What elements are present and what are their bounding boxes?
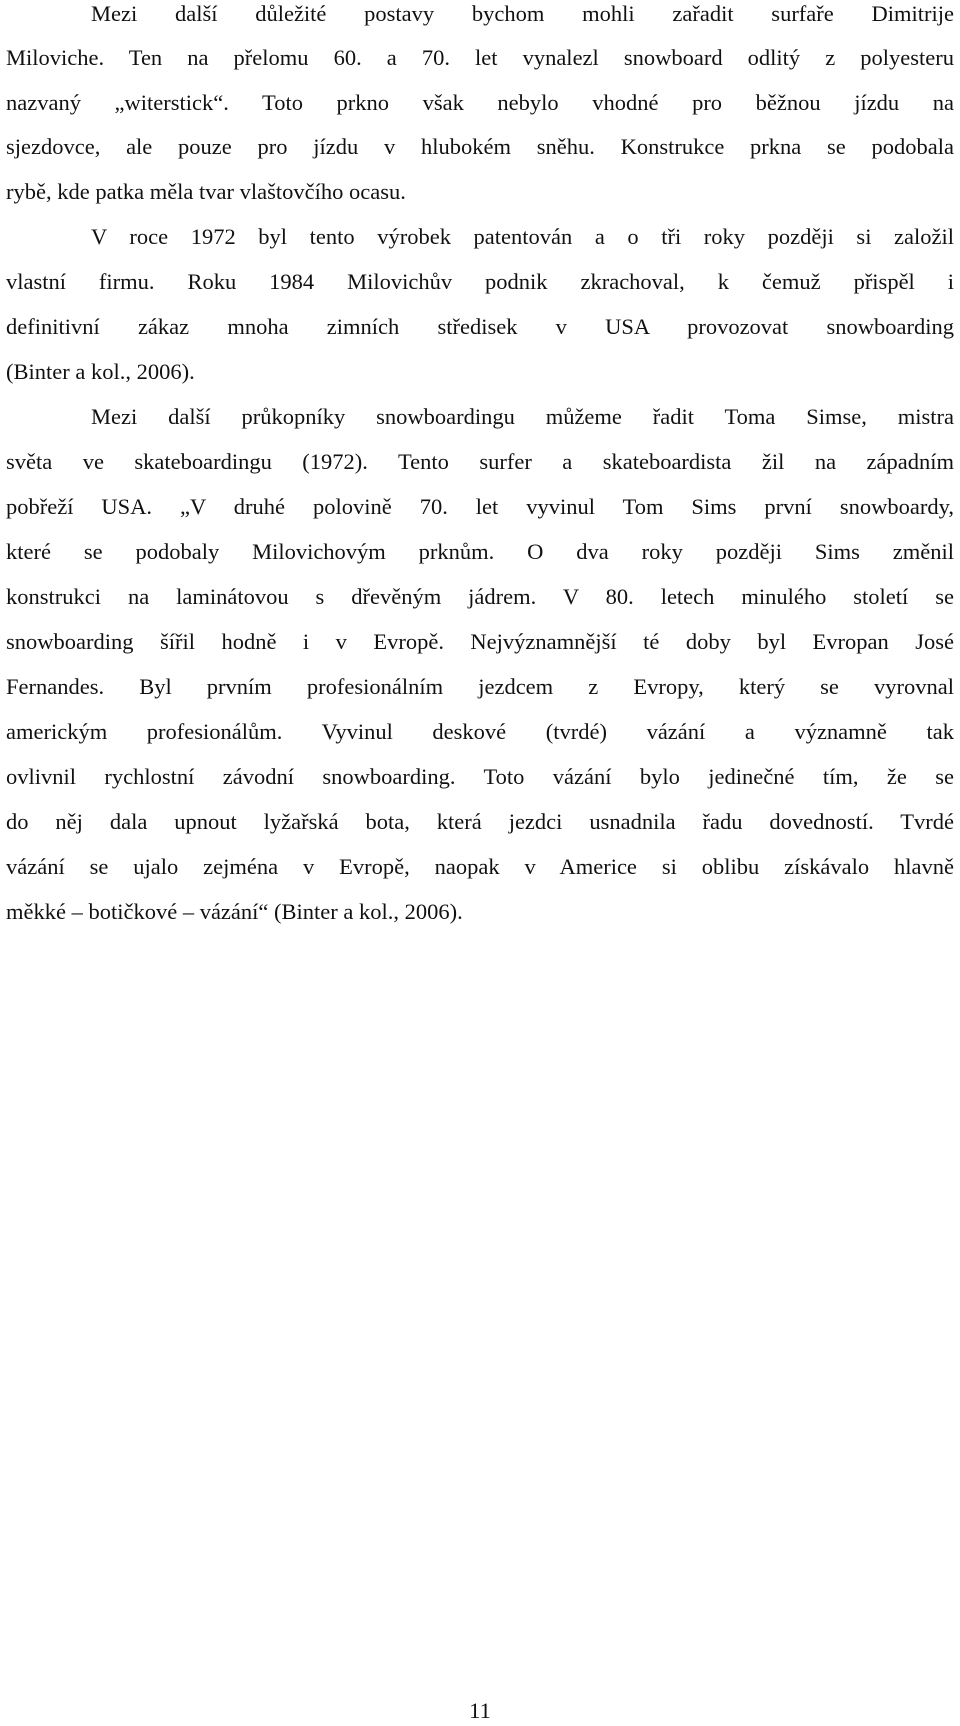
text-line: vázání se ujalo zejména v Evropě, naopak v Americe si oblibu získávalo hlavně (6, 854, 954, 879)
text-line: rybě, kde patka měla tvar vlaštovčího ocasu. (6, 179, 406, 204)
text-line: Fernandes. Byl prvním profesionálním jezdcem z Evropy, který se vyrovnal (6, 674, 954, 699)
text-line: sjezdovce, ale pouze pro jízdu v hlubokém sněhu. Konstrukce prkna se podobala (6, 134, 954, 159)
text-line: (Binter a kol., 2006). (6, 359, 195, 384)
text-line: konstrukci na laminátovou s dřevěným jádrem. V 80. letech minulého století se (6, 584, 954, 609)
text-line: do něj dala upnout lyžařská bota, která jezdci usnadnila řadu dovedností. Tvrdé (6, 809, 954, 834)
text-line: Mezi další průkopníky snowboardingu můžeme řadit Toma Simse, mistra (91, 404, 954, 429)
text-line: pobřeží USA. „V druhé polovině 70. let vyvinul Tom Sims první snowboardy, (6, 494, 954, 519)
text-line: nazvaný „witerstick“. Toto prkno však nebylo vhodné pro běžnou jízdu na (6, 90, 954, 115)
text-line: světa ve skateboardingu (1972). Tento surfer a skateboardista žil na západním (6, 449, 954, 474)
text-line: definitivní zákaz mnoha zimních středisek v USA provozovat snowboarding (6, 314, 954, 339)
text-line: Miloviche. Ten na přelomu 60. a 70. let vynalezl snowboard odlitý z polyesteru (6, 45, 954, 70)
text-line: V roce 1972 byl tento výrobek patentován a o tři roky později si založil (91, 224, 954, 249)
text-line: americkým profesionálům. Vyvinul deskové (tvrdé) vázání a významně tak (6, 719, 954, 744)
text-line: ovlivnil rychlostní závodní snowboarding. Toto vázání bylo jedinečné tím, že se (6, 764, 954, 789)
text-line: Mezi další důležité postavy bychom mohli zařadit surfaře Dimitrije (91, 1, 954, 26)
text-line: vlastní firmu. Roku 1984 Milovichův podnik zkrachoval, k čemuž přispěl i (6, 269, 954, 294)
page-number: 11 (469, 1698, 491, 1723)
text-line: měkké – botičkové – vázání“ (Binter a kol., 2006). (6, 899, 463, 924)
text-line: snowboarding šířil hodně i v Evropě. Nejvýznamnější té doby byl Evropan José (6, 629, 954, 654)
text-line: které se podobaly Milovichovým prknům. O dva roky později Sims změnil (6, 539, 954, 564)
